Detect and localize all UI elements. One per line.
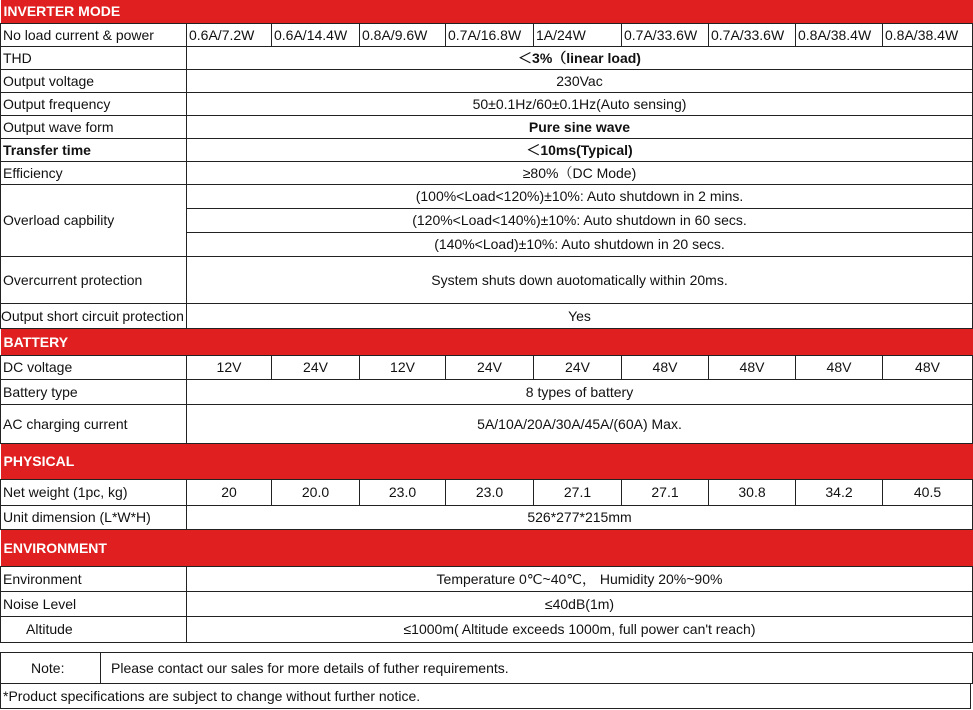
row-label: No load current & power: [1, 23, 187, 46]
cell: (100%<Load<120%)±10%: Auto shutdown in 2 mins.: [187, 184, 973, 208]
row-dimension: [1, 505, 973, 529]
cell: (120%<Load<140%)±10%: Auto shutdown in 60 secs.: [187, 208, 973, 232]
section-inverter-mode: [1, 0, 973, 23]
cell: 0.7A/33.6W: [622, 23, 709, 46]
cell: 40.5: [883, 479, 973, 505]
cell: ＜3%（linear load): [187, 46, 973, 69]
cell: 50±0.1Hz/60±0.1Hz(Auto sensing): [187, 92, 973, 115]
note-text: Please contact our sales for more details of futher requirements.: [101, 653, 973, 684]
cell: ＜10ms(Typical): [187, 138, 973, 161]
row-label: Transfer time: [1, 138, 187, 161]
cell: 30.8: [709, 479, 796, 505]
section-title: ENVIRONMENT: [1, 529, 973, 566]
row-no-load: [1, 23, 973, 46]
row-dc-voltage: [1, 355, 973, 379]
cell: 23.0: [360, 479, 446, 505]
row-label: DC voltage: [1, 355, 187, 379]
cell: 24V: [272, 355, 360, 379]
cell: 0.8A/9.6W: [360, 23, 446, 46]
cell: 20.0: [272, 479, 360, 505]
row-label: Altitude: [1, 616, 187, 642]
cell: 8 types of battery: [187, 379, 973, 404]
cell: 27.1: [622, 479, 709, 505]
row-overload: [1, 184, 973, 208]
row-output-frequency: [1, 92, 973, 115]
row-label: Overcurrent protection: [1, 256, 187, 303]
row-label: Output wave form: [1, 115, 187, 138]
cell: 27.1: [534, 479, 622, 505]
section-environment: [1, 529, 973, 566]
section-title: BATTERY: [1, 328, 973, 355]
cell: Pure sine wave: [187, 115, 973, 138]
cell: 12V: [360, 355, 446, 379]
cell: 24V: [534, 355, 622, 379]
cell: 0.8A/38.4W: [883, 23, 973, 46]
cell: 0.7A/33.6W: [709, 23, 796, 46]
row-noise: [1, 591, 973, 616]
cell: System shuts down auotomatically within 20ms.: [187, 256, 973, 303]
row-altitude: [1, 616, 973, 642]
cell: 230Vac: [187, 69, 973, 92]
cell: (140%<Load)±10%: Auto shutdown in 20 secs.: [187, 232, 973, 256]
cell: ≥80%（DC Mode): [187, 161, 973, 184]
cell: Yes: [187, 303, 973, 328]
row-net-weight: [1, 479, 973, 505]
row-overcurrent: [1, 256, 973, 303]
cell: 526*277*215mm: [187, 505, 973, 529]
note-label: Note:: [1, 653, 101, 684]
disclaimer-footer: *Product specifications are subject to change without further notice.: [0, 684, 971, 709]
cell: 34.2: [796, 479, 883, 505]
row-label: Output voltage: [1, 69, 187, 92]
cell: 0.6A/7.2W: [187, 23, 272, 46]
row-label: Environment: [1, 566, 187, 591]
row-label: Battery type: [1, 379, 187, 404]
cell: 0.8A/38.4W: [796, 23, 883, 46]
row-label: AC charging current: [1, 404, 187, 443]
row-label: Overload capbility: [1, 184, 187, 256]
cell: 0.6A/14.4W: [272, 23, 360, 46]
row-thd: [1, 46, 973, 69]
row-label: Efficiency: [1, 161, 187, 184]
cell: 48V: [622, 355, 709, 379]
cell: 24V: [446, 355, 534, 379]
row-label: Net weight (1pc, kg): [1, 479, 187, 505]
row-output-voltage: [1, 69, 973, 92]
cell: 48V: [883, 355, 973, 379]
row-label: Output short circuit protection: [1, 303, 187, 328]
row-label: THD: [1, 46, 187, 69]
cell: 1A/24W: [534, 23, 622, 46]
note-row: [1, 653, 973, 684]
row-label: Noise Level: [1, 591, 187, 616]
section-physical: [1, 443, 973, 479]
row-transfer-time: [1, 138, 973, 161]
row-environment: [1, 566, 973, 591]
row-short-circuit: [1, 303, 973, 328]
cell: 5A/10A/20A/30A/45A/(60A) Max.: [187, 404, 973, 443]
row-label: Output frequency: [1, 92, 187, 115]
section-battery: [1, 328, 973, 355]
row-battery-type: [1, 379, 973, 404]
cell: ≤40dB(1m): [187, 591, 973, 616]
cell: ≤1000m( Altitude exceeds 1000m, full power can't reach): [187, 616, 973, 642]
cell: Temperature 0℃~40℃， Humidity 20%~90%: [187, 566, 973, 591]
cell: 48V: [796, 355, 883, 379]
row-efficiency: [1, 161, 973, 184]
row-output-wave-form: [1, 115, 973, 138]
row-label: Unit dimension (L*W*H): [1, 505, 187, 529]
cell: 20: [187, 479, 272, 505]
cell: 48V: [709, 355, 796, 379]
cell: 23.0: [446, 479, 534, 505]
section-title: PHYSICAL: [1, 443, 973, 479]
cell: 0.7A/16.8W: [446, 23, 534, 46]
section-title: INVERTER MODE: [1, 0, 973, 23]
cell: 12V: [187, 355, 272, 379]
note-table: [0, 652, 973, 684]
row-ac-charging: [1, 404, 973, 443]
